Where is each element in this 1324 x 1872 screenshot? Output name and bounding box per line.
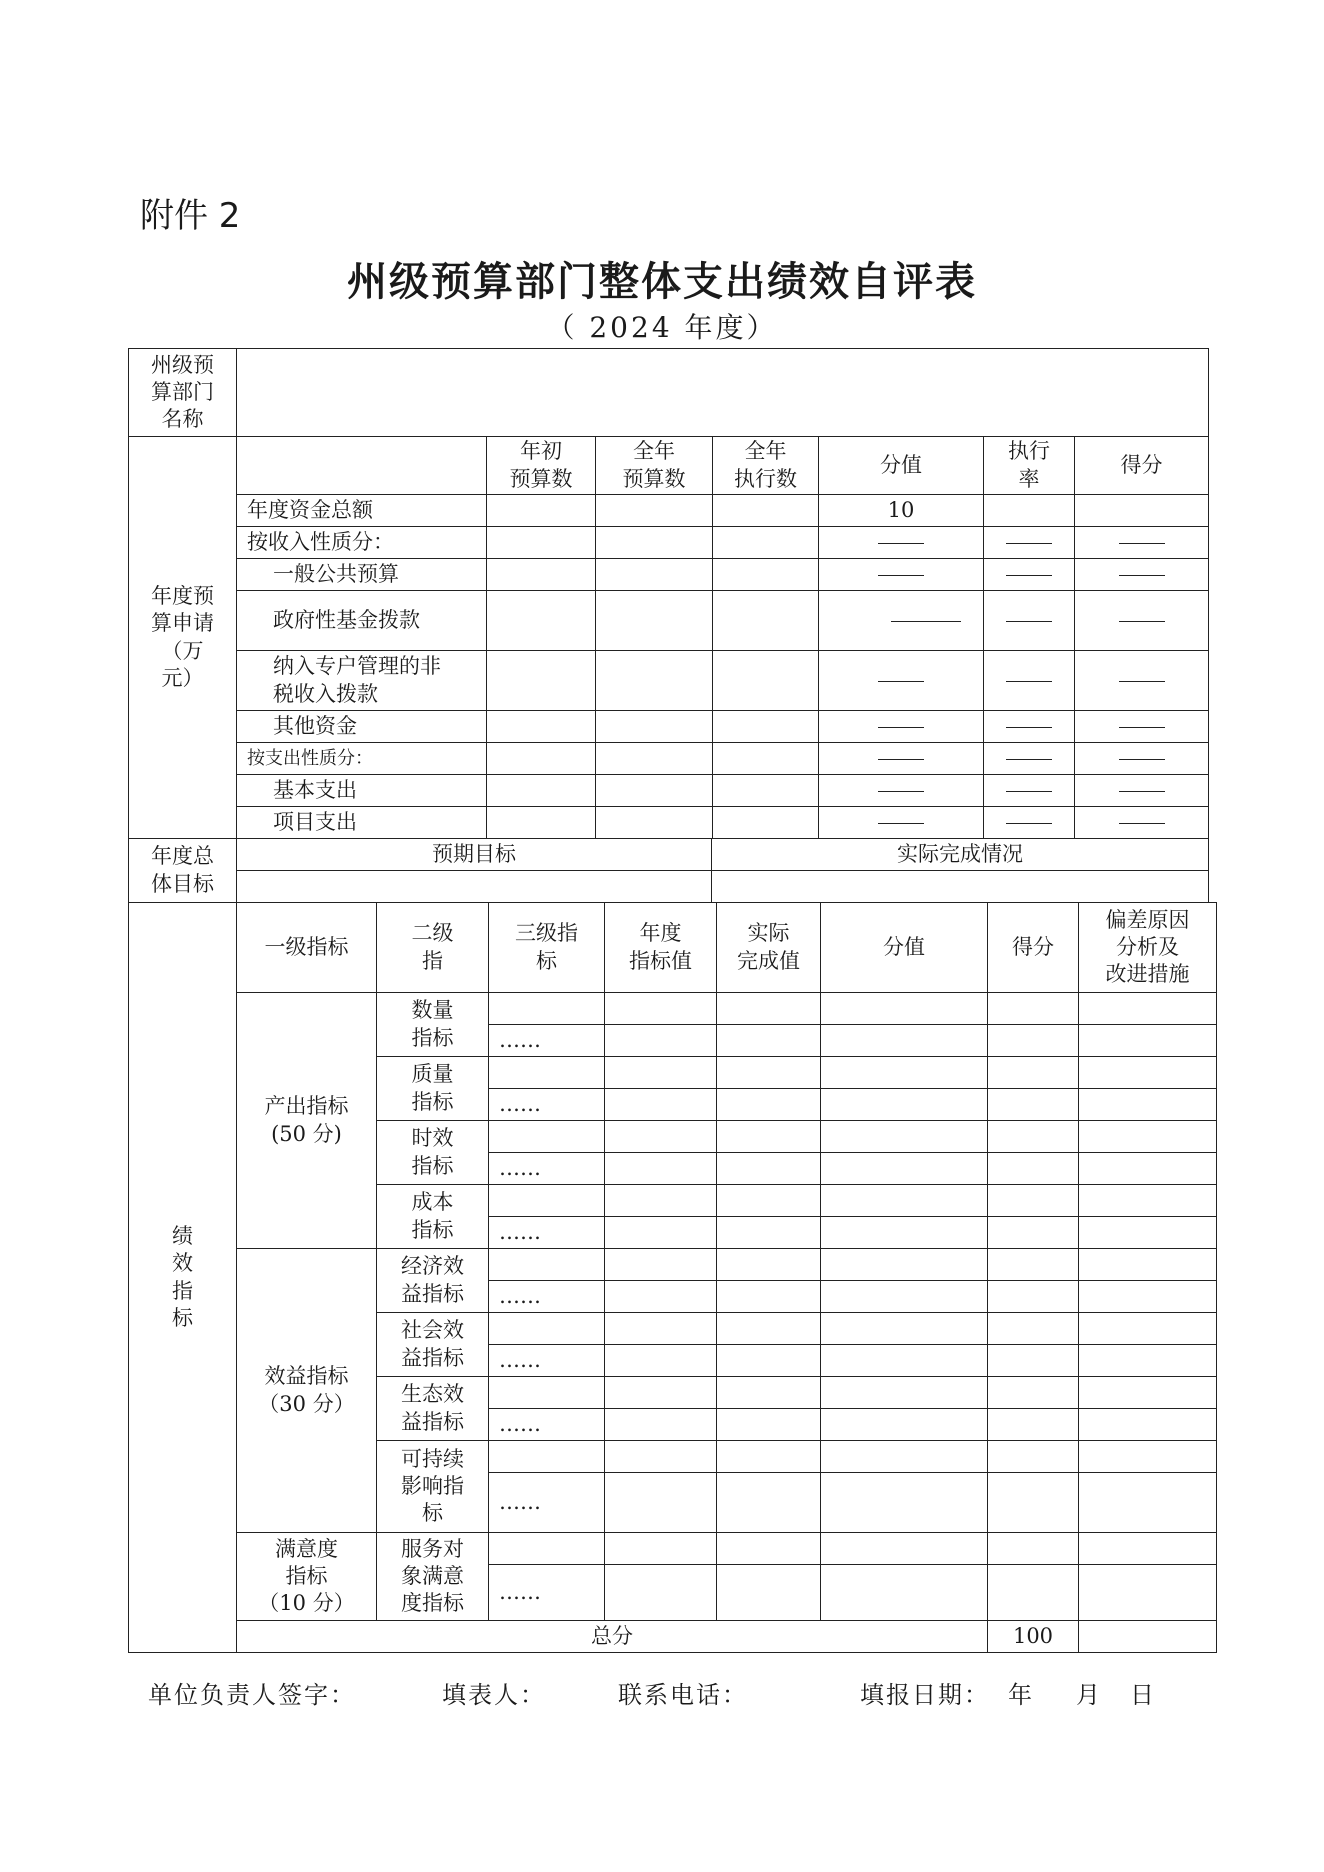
date-month: 月	[1076, 1681, 1102, 1709]
total-score-value: 100	[988, 1621, 1079, 1653]
ellipsis-placeholder: ……	[489, 1565, 605, 1621]
dept-table	[128, 348, 1209, 437]
dash-mark	[1006, 791, 1052, 792]
dash-mark	[1119, 823, 1165, 824]
actual-completion-field[interactable]	[712, 871, 1209, 903]
dash-mark	[1119, 681, 1165, 682]
expected-goal-field[interactable]	[237, 871, 712, 903]
dash-mark	[878, 543, 924, 544]
goals-table	[128, 838, 1209, 903]
contact-phone: 联系电话：	[618, 1681, 748, 1709]
page-subtitle: （ 2024 年度）	[546, 311, 778, 344]
col-initial-budget: 年初 预算数	[487, 437, 596, 495]
unit-head-signature: 单位负责人签字：	[148, 1681, 356, 1709]
dash-mark	[1006, 543, 1052, 544]
col-annual-budget: 全年 预算数	[596, 437, 713, 495]
col-execution-rate: 执行 率	[984, 437, 1075, 495]
row-by-expenditure: 按支出性质分：	[237, 743, 487, 775]
col-score: 得分	[1075, 437, 1209, 495]
satisfaction-indicator-label: 满意度 指标 （10 分）	[237, 1533, 377, 1621]
row-government-fund: 政府性基金拨款	[237, 591, 487, 651]
output-indicator-label: 产出指标 (50 分)	[237, 993, 377, 1249]
ellipsis-placeholder: ……	[489, 1153, 605, 1185]
dash-mark	[1119, 791, 1165, 792]
dash-mark	[1006, 759, 1052, 760]
col-deviation-analysis: 偏差原因 分析及 改进措施	[1079, 903, 1217, 993]
budget-header-blank	[237, 437, 487, 495]
sustainability-indicator: 可持续 影响指 标	[377, 1441, 489, 1533]
dash-mark	[878, 759, 924, 760]
col-level3: 三级指 标	[489, 903, 605, 993]
dash-mark	[878, 727, 924, 728]
row-by-revenue: 按收入性质分：	[237, 527, 487, 559]
col-score: 得分	[988, 903, 1079, 993]
total-funds-score: 10	[819, 495, 984, 527]
cost-indicator: 成本 指标	[377, 1185, 489, 1249]
col-score-value: 分值	[821, 903, 988, 993]
col-level1: 一级指标	[237, 903, 377, 993]
row-special-account: 纳入专户管理的非 税收入拨款	[237, 651, 487, 711]
row-other-funds: 其他资金	[237, 711, 487, 743]
col-annual-execution: 全年 执行数	[713, 437, 819, 495]
ellipsis-placeholder: ……	[489, 1025, 605, 1057]
dash-mark	[1006, 681, 1052, 682]
quality-indicator: 质量 指标	[377, 1057, 489, 1121]
budget-table	[128, 436, 1209, 839]
col-level2: 二级 指	[377, 903, 489, 993]
economic-benefit-indicator: 经济效 益指标	[377, 1249, 489, 1313]
row-total-funds: 年度资金总额	[237, 495, 487, 527]
dash-mark	[1006, 727, 1052, 728]
ecological-benefit-indicator: 生态效 益指标	[377, 1377, 489, 1441]
page-title: 州级预算部门整体支出绩效自评表	[347, 259, 977, 305]
dash-mark	[1006, 823, 1052, 824]
row-basic-expenditure: 基本支出	[237, 775, 487, 807]
service-satisfaction-indicator: 服务对 象满意 度指标	[377, 1533, 489, 1621]
expected-goal-header: 预期目标	[237, 839, 712, 871]
ellipsis-placeholder: ……	[489, 1345, 605, 1377]
ellipsis-placeholder: ……	[489, 1217, 605, 1249]
benefit-indicator-label: 效益指标 （30 分）	[237, 1249, 377, 1533]
dash-mark	[891, 621, 961, 622]
quantity-indicator: 数量 指标	[377, 993, 489, 1057]
ellipsis-placeholder: ……	[489, 1473, 605, 1533]
col-score-value: 分值	[819, 437, 984, 495]
dash-mark	[1119, 727, 1165, 728]
goals-label: 年度总 体目标	[129, 839, 237, 903]
dash-mark	[1006, 575, 1052, 576]
dash-mark	[878, 575, 924, 576]
date-year: 年	[1008, 1681, 1034, 1709]
dash-mark	[878, 791, 924, 792]
dash-mark	[1119, 543, 1165, 544]
attachment-label: 附件 2	[140, 196, 241, 236]
ellipsis-placeholder: ……	[489, 1089, 605, 1121]
form-filler: 填表人：	[442, 1681, 546, 1709]
ellipsis-placeholder: ……	[489, 1409, 605, 1441]
dash-mark	[1119, 575, 1165, 576]
dash-mark	[1119, 759, 1165, 760]
dept-name-field[interactable]	[237, 349, 1209, 437]
total-score-label: 总分	[237, 1621, 988, 1653]
row-general-public: 一般公共预算	[237, 559, 487, 591]
dash-mark	[1006, 621, 1052, 622]
row-project-expenditure: 项目支出	[237, 807, 487, 839]
dash-mark	[878, 823, 924, 824]
timeliness-indicator: 时效 指标	[377, 1121, 489, 1185]
actual-completion-header: 实际完成情况	[712, 839, 1209, 871]
performance-table	[128, 902, 1217, 1653]
col-target-value: 年度 指标值	[605, 903, 717, 993]
col-actual-value: 实际 完成值	[717, 903, 821, 993]
social-benefit-indicator: 社会效 益指标	[377, 1313, 489, 1377]
dash-mark	[1119, 621, 1165, 622]
date-day: 日	[1130, 1681, 1156, 1709]
dash-mark	[878, 681, 924, 682]
budget-section-label: 年度预 算申请 （万 元）	[129, 437, 237, 839]
performance-label: 绩 效 指 标	[129, 903, 237, 1653]
dept-name-label: 州级预 算部门 名称	[129, 349, 237, 437]
fill-date: 填报日期：	[860, 1681, 990, 1709]
ellipsis-placeholder: ……	[489, 1281, 605, 1313]
